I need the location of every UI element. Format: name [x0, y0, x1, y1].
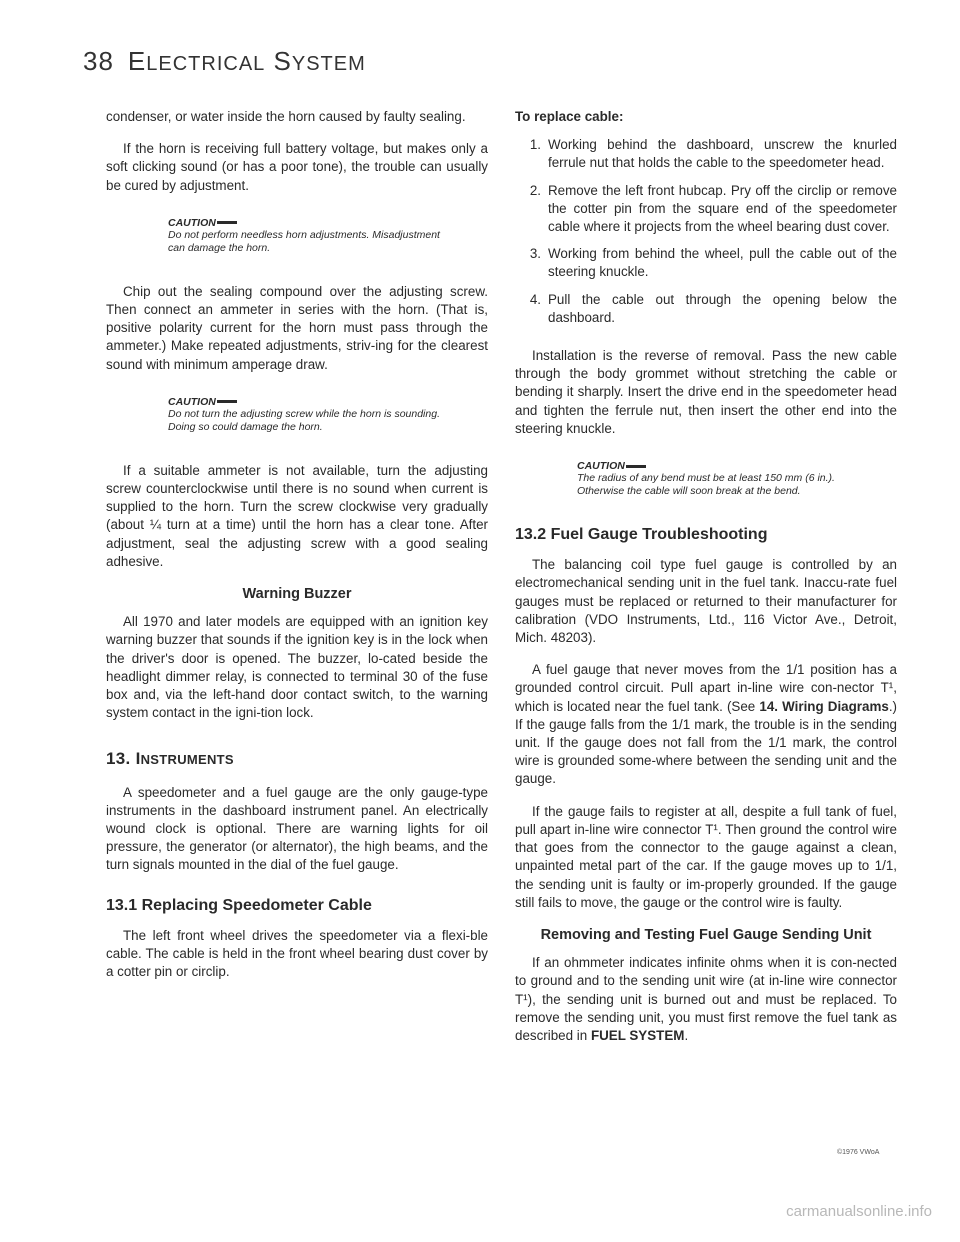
title-initial-1: E — [127, 46, 147, 76]
caution-text: The radius of any bend must be at least 150 mm (6 in.). Otherwise the cable will soon break at the bend. — [577, 472, 835, 498]
caution-text: Do not turn the adjusting screw while the horn is sounding. Doing so could damage the horn. — [168, 407, 440, 433]
title-word-1: LECTRICAL — [146, 53, 266, 75]
paragraph: If an ohmmeter indicates infinite ohms when it is con-nected to ground and to the sending unit wire (at in-line wire connector T¹), the sending unit is burned out and must be replaced. To remove the sending unit, you must first remove the fuel tank as described in FUEL SYSTEM. — [515, 955, 897, 1043]
left-column — [106, 108, 488, 996]
caution-bar — [217, 221, 237, 224]
right-column — [515, 108, 897, 1059]
paragraph: A fuel gauge that never moves from the 1/1 position has a grounded control circuit. Pull apart in-line wire con-nector T¹, which is located near the fuel tank. (See 14. Wiring Diagrams.) If the gauge falls from the 1/1 mark, the trouble is in the sending unit. If the gauge does not fall from the 1/1 mark, the control wire is grounded some-where between the sending unit and the gauge. — [515, 662, 897, 787]
steps-list — [515, 136, 897, 327]
page-number: 38 — [83, 46, 114, 76]
title-initial-2: S — [273, 46, 292, 76]
watermark: carmanualsonline.info — [786, 1203, 932, 1220]
fuel-system-reference: FUEL SYSTEM — [590, 1027, 685, 1043]
caution-text: Do not perform needless horn adjustments. Misadjustment can damage the horn. — [168, 228, 440, 254]
paragraph: Installation is the reverse of removal. Pass the new cable through the body grommet without stretching the cable or bending it sharply. Insert the drive end in the speedometer head and tighten the ferrule nut, then insert the other end into the steering knuckle. — [515, 348, 897, 436]
paragraph: If the horn is receiving full battery voltage, but makes only a soft clicking sound (or has a poor tone), the trouble can usually be cured by adjustment. — [106, 141, 488, 193]
paragraph: If a suitable ammeter is not available, turn the adjusting screw counterclockwise until there is no sound when current is supplied to the horn. Turn the screw clockwise very gradually (about ¼ turn at a time) until the horn has a clear tone. After adjustment, seal the adjusting screw with a good sealing adhesive. — [106, 462, 488, 569]
list-item: 2. Remove the left front hubcap. Pry off the circlip or remove the cotter pin from the square end of the speedometer cable where it projects from the wheel bearing dust cover. — [529, 182, 897, 235]
paragraph: Chip out the sealing compound over the adjusting screw. Then connect an ammeter in series with the horn. (That is, positive polarity current for the horn must pass through the ammeter.) Make repeated adjustments, striv-ing for the clearest sound with minimum amperage draw. — [106, 283, 488, 372]
caution-bar — [626, 465, 646, 468]
speedometer-cable-heading: 13.1 Replacing Speedometer Cable — [106, 896, 372, 914]
wiring-diagrams-reference: 14. Wiring Diagrams — [759, 698, 889, 714]
copyright-notice: ©1976 VWoA — [837, 1149, 880, 1156]
caution-bar — [217, 400, 237, 403]
paragraph: The left front wheel drives the speedometer via a flexi-ble cable. The cable is held in the front wheel bearing dust cover by a cotter pin or circlip. — [106, 927, 488, 980]
fuel-gauge-heading: 13.2 Fuel Gauge Troubleshooting — [515, 526, 768, 544]
caution-label: CAUTION — [168, 216, 216, 229]
page-header — [83, 46, 366, 77]
paragraph: If the gauge fails to register at all, despite a full tank of fuel, pull apart in-line wire connector T¹. Then ground the control wire that goes from the connector to the gauge against a clean, unpainted metal part of the car. If the gauge moves up to 1/1, the sending unit is faulty or im-properly grounded. If the gauge still fails to move, the gauge or the control wire is faulty. — [515, 803, 897, 910]
paragraph: The balancing coil type fuel gauge is controlled by an electromechanical sending unit in the fuel tank. Inaccu-rate fuel gauges must be replaced or returned to their manufacturer for calibration (VDO Instruments, Ltd., 116 Victor Ave., Detroit, Mich. 48203). — [515, 557, 897, 646]
replace-cable-title: To replace cable: — [515, 109, 624, 124]
paragraph: All 1970 and later models are equipped with an ignition key warning buzzer that sounds if the ignition key is in the lock when the driver's door is opened. The buzzer, lo-cated beside the headlight dimmer relay, is connected to terminal 30 of the fuse box and, via the left-hand door contact switch, to the warning system contact in the igni-tion lock. — [106, 614, 488, 721]
sending-unit-heading: Removing and Testing Fuel Gauge Sending Unit — [540, 926, 872, 943]
list-item: 3. Working from behind the wheel, pull the cable out of the steering knuckle. — [529, 246, 897, 280]
caution-note — [168, 396, 448, 434]
list-item: 4. Pull the cable out through the opening below the dashboard. — [529, 291, 897, 325]
paragraph: condenser, or water inside the horn caused by faulty sealing. — [106, 109, 466, 124]
title-word-2: YSTEM — [291, 53, 366, 75]
list-item: 1. Working behind the dashboard, unscrew the knurled ferrule nut that holds the cable to the speedometer head. — [529, 137, 897, 171]
caution-note — [577, 460, 857, 498]
instruments-section-heading: 13. INSTRUMENTS — [106, 749, 234, 769]
caution-label: CAUTION — [168, 395, 216, 408]
paragraph: A speedometer and a fuel gauge are the only gauge-type instruments in the dashboard instrument panel. An electrically wound clock is optional. There are warning lights for oil pressure, the generator (or alternator), the high beams, and the turn signals mounted in the dial of the fuel gauge. — [106, 784, 488, 873]
caution-label: CAUTION — [577, 460, 625, 473]
caution-note — [168, 217, 448, 255]
warning-buzzer-heading: Warning Buzzer — [242, 586, 352, 603]
